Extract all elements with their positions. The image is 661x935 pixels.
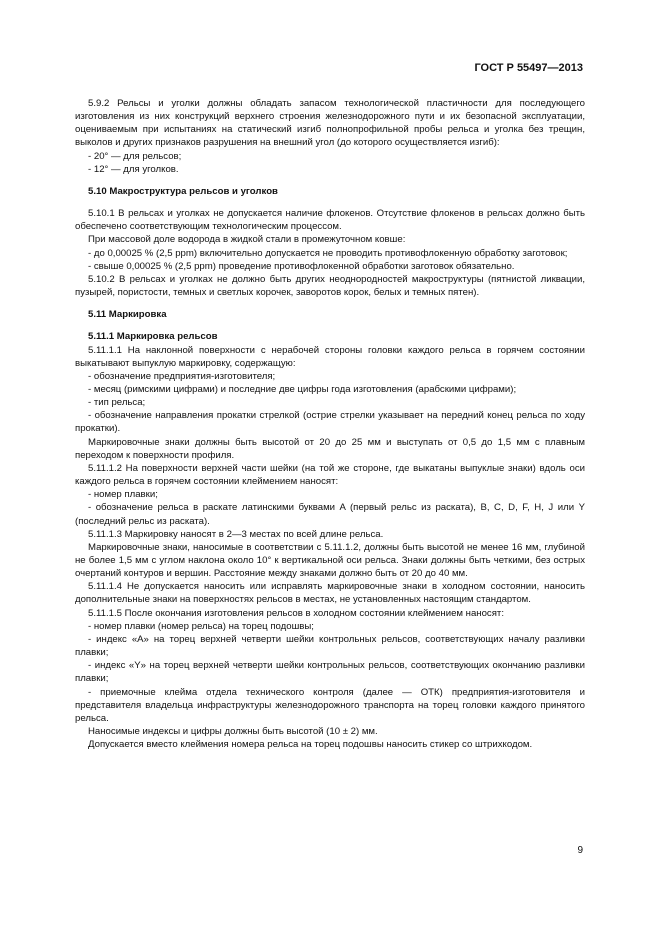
paragraph: - тип рельса; xyxy=(88,397,146,409)
paragraph: - 12° — для уголков. xyxy=(88,163,179,175)
paragraph: - до 0,00025 % (2,5 ppm) включительно допускается не проводить противофлокенную обработку заготовок; xyxy=(88,247,568,259)
paragraph: - свыше 0,00025 % (2,5 ppm) проведение противофлокенной обработки заготовок обязательно. xyxy=(88,260,515,272)
section-heading: 5.11 Маркировка xyxy=(88,309,167,321)
spacer xyxy=(75,299,585,308)
document-id: ГОСТ Р 55497—2013 xyxy=(474,62,583,74)
page-number: 9 xyxy=(577,845,583,856)
paragraph: 5.9.2 Рельсы и уголки должны обладать запасом технологической пластичности для последующего изготовления из них конструкций верхнего строения железнодорожного пути и их безопасной эксплуатации, оцениваемым при испытаниях на статический изгиб полнопрофильной пробы рельса и уголка без трещин, выколов и других признаков разрушения на внешний угол (до которого осуществляется изгиб): xyxy=(75,98,585,149)
paragraph: 5.11.1.1 На наклонной поверхности с нерабочей стороны головки каждого рельса в горячем состоянии выкатывают выпуклую маркировку, содержащую: xyxy=(75,344,585,369)
section-heading: 5.11.1 Маркировка рельсов xyxy=(88,331,218,343)
paragraph: Маркировочные знаки должны быть высотой от 20 до 25 мм и выступать от 0,5 до 1,5 мм с плавным переходом к поверхности профиля. xyxy=(75,436,585,461)
paragraph: - месяц (римскими цифрами) и последние две цифры года изготовления (арабскими цифрами); xyxy=(88,383,517,395)
paragraph: - индекс «Y» на торец верхней четверти шейки контрольных рельсов, соответствующих окончанию разливки плавки; xyxy=(75,660,585,685)
paragraph: - приемочные клейма отдела технического контроля (далее — ОТК) предприятия-изготовителя и представителя владельца инфраструктуры железнодорожного транспорта на торец головки каждого принятого рельса. xyxy=(75,686,585,724)
paragraph: - 20° — для рельсов; xyxy=(88,150,182,162)
spacer xyxy=(75,176,585,185)
paragraph: - обозначение рельса в раскате латинскими буквами A (первый рельс из раската), B, C, D, F, H, J или Y (последний рельс из раската). xyxy=(75,502,585,527)
paragraph: Допускается вместо клеймения номера рельса на торец подошвы наносить стикер со штрихкодом. xyxy=(88,739,533,751)
paragraph: - обозначение направления прокатки стрелкой (острие стрелки указывает на передний конец рельса по ходу прокатки). xyxy=(75,410,585,435)
paragraph: 5.10.1 В рельсах и уголках не допускается наличие флокенов. Отсутствие флокенов в рельсах должно быть обеспечено соответствующим технологическим процессом. xyxy=(75,208,585,233)
spacer xyxy=(75,198,585,207)
paragraph: - обозначение предприятия-изготовителя; xyxy=(88,370,276,382)
paragraph: 5.11.1.3 Маркировку наносят в 2—3 местах по всей длине рельса. xyxy=(88,528,384,540)
paragraph: - номер плавки (номер рельса) на торец подошвы; xyxy=(88,620,314,632)
paragraph: 5.11.1.5 После окончания изготовления рельсов в холодном состоянии клеймением наносят: xyxy=(88,607,504,619)
section-heading: 5.10 Макроструктура рельсов и уголков xyxy=(88,185,278,197)
spacer xyxy=(75,321,585,330)
paragraph: Наносимые индексы и цифры должны быть высотой (10 ± 2) мм. xyxy=(88,726,378,738)
paragraph: При массовой доле водорода в жидкой стали в промежуточном ковше: xyxy=(88,234,406,246)
paragraph: Маркировочные знаки, наносимые в соответствии с 5.11.1.2, должны быть высотой не менее 16 мм, глубиной не более 1,5 мм с углом наклона около 10° к вертикальной оси рельса. Знаки должны быть четкими, без острых очертаний контуров и вершин. Расстояние между знаками должно быть от 20 до 40 мм. xyxy=(75,541,585,580)
paragraph: - номер плавки; xyxy=(88,489,158,501)
paragraph: 5.10.2 В рельсах и уголках не должно быть других неоднородностей макроструктуры (пятнистой ликвации, пузырей, пористости, темных и светлых корочек, заворотов корок, белых и темных пятен). xyxy=(75,273,585,299)
paragraph: 5.11.1.4 Не допускается наносить или исправлять маркировочные знаки в холодном состоянии, наносить дополнительные знаки на поверхностях рельсов в местах, не установленных настоящим стандартом. xyxy=(75,581,585,606)
document-body xyxy=(75,97,585,751)
paragraph: 5.11.1.2 На поверхности верхней части шейки (на той же стороне, где выкатаны выпуклые знаки) вдоль оси каждого рельса в горячем состоянии клеймением наносят: xyxy=(75,462,585,488)
paragraph: - индекс «A» на торец верхней четверти шейки контрольных рельсов, соответствующих началу разливки плавки; xyxy=(75,633,585,659)
